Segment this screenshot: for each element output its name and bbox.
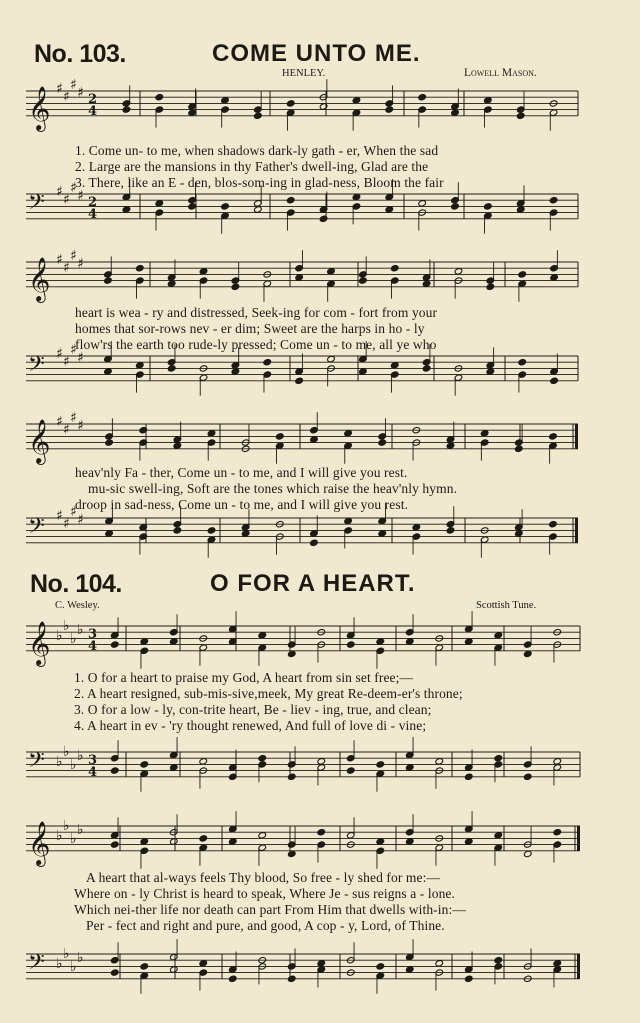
note-head (287, 975, 296, 982)
treble-clef: 𝄞 (28, 256, 51, 301)
note-head (418, 200, 427, 207)
note-head (346, 767, 355, 774)
flat-sign: ♭ (63, 744, 70, 760)
note-head (140, 838, 149, 845)
note-head (199, 758, 208, 765)
note-head (550, 377, 559, 384)
note-head (405, 764, 414, 771)
note-head (140, 761, 149, 768)
note-head (518, 271, 527, 278)
sharp-sign: ♯ (70, 410, 77, 426)
note-head (136, 362, 145, 369)
note-head (110, 969, 119, 976)
note-head (344, 517, 353, 524)
note-head (231, 283, 240, 290)
flat-sign: ♭ (56, 956, 63, 972)
note-head (390, 362, 399, 369)
sharp-sign: ♯ (70, 180, 77, 196)
note-head (254, 206, 263, 213)
note-head (494, 957, 503, 964)
verse-line: heav'nly Fa - ther, Come un - to me, and I will give you rest. (75, 465, 408, 480)
note-head (167, 280, 176, 287)
note-head (516, 206, 525, 213)
note-head (169, 838, 178, 845)
hymn-number: No. 103. (34, 40, 126, 68)
note-head (412, 524, 421, 531)
note-head (258, 755, 267, 762)
verse-line: 3. There, like an E - den, blos-som-ing in glad-ness, Bloom the fair (75, 175, 444, 190)
verse-line: 2. A heart resigned, sub-mis-sive,meek, My great Re-deem-er's throne; (74, 686, 463, 701)
flat-sign: ♭ (70, 831, 77, 847)
sharp-sign: ♯ (56, 346, 63, 362)
note-head (263, 359, 272, 366)
flat-sign: ♭ (77, 622, 84, 638)
note-head (110, 767, 119, 774)
bass-clef: 𝄢 (28, 950, 45, 980)
note-head (140, 963, 149, 970)
sharp-sign: ♯ (56, 184, 63, 200)
note-head (327, 355, 336, 362)
verse-line: 3. O for a low - ly, con-trite heart, Be - liev - ing, true, and clean; (74, 702, 432, 717)
sharp-sign: ♯ (56, 252, 63, 268)
note-head (287, 650, 296, 657)
treble-clef: 𝄞 (28, 418, 51, 463)
note-head (523, 850, 532, 857)
sharp-sign: ♯ (63, 422, 70, 438)
note-head (446, 442, 455, 449)
note-head (169, 638, 178, 645)
time-signature: 2 (88, 195, 98, 210)
note-head (464, 838, 473, 845)
note-head (110, 641, 119, 648)
note-head (454, 268, 463, 275)
flat-sign: ♭ (77, 822, 84, 838)
note-head (515, 445, 524, 452)
note-head (494, 832, 503, 839)
note-head (169, 966, 178, 973)
note-head (228, 975, 237, 982)
note-head (376, 963, 385, 970)
note-head (169, 764, 178, 771)
note-head (523, 650, 532, 657)
note-head (327, 268, 336, 275)
note-head (451, 203, 460, 210)
note-head (435, 758, 444, 765)
sharp-sign: ♯ (70, 77, 77, 93)
note-head (286, 197, 295, 204)
note-head (207, 430, 216, 437)
note-head (464, 638, 473, 645)
verse-line: 2. Large are the mansions in thy Father's dwell-ing, Glad are the (75, 159, 429, 174)
note-head (486, 368, 495, 375)
note-head (378, 439, 387, 446)
music-credit: Lowell Mason. (464, 67, 537, 79)
note-head (287, 850, 296, 857)
sharp-sign: ♯ (70, 248, 77, 264)
flat-sign: ♭ (56, 828, 63, 844)
note-head (221, 203, 230, 210)
verse-line: Where on - ly Christ is heard to speak, Where Je - sus reigns a - lone. (74, 886, 455, 901)
note-head (276, 433, 285, 440)
bass-clef: 𝄢 (28, 190, 45, 220)
time-signature: 4 (88, 639, 98, 654)
bass-clef: 𝄢 (28, 748, 45, 778)
note-head (167, 365, 176, 372)
note-head (376, 838, 385, 845)
note-head (110, 841, 119, 848)
note-head (549, 197, 558, 204)
note-head (136, 265, 145, 272)
note-head (286, 100, 295, 107)
note-head (390, 265, 399, 272)
note-head (122, 206, 131, 213)
note-head (258, 632, 267, 639)
note-head (104, 277, 113, 284)
note-head (188, 109, 197, 116)
note-head (352, 193, 361, 200)
flat-sign: ♭ (63, 946, 70, 962)
note-head (518, 359, 527, 366)
note-head (553, 960, 562, 967)
time-signature: 3 (88, 753, 98, 768)
note-head (310, 539, 319, 546)
sharp-sign: ♯ (63, 260, 70, 276)
note-head (295, 377, 304, 384)
note-head (319, 215, 328, 222)
sharp-sign: ♯ (77, 256, 84, 272)
flat-sign: ♭ (77, 950, 84, 966)
note-head (422, 365, 431, 372)
note-head (228, 773, 237, 780)
sharp-sign: ♯ (70, 504, 77, 520)
flat-sign: ♭ (70, 959, 77, 975)
note-head (422, 280, 431, 287)
note-head (376, 761, 385, 768)
note-head (359, 368, 368, 375)
verse-line: Per - fect and right and pure, and good, A cop - y, Lord, of Thine. (86, 918, 445, 933)
flat-sign: ♭ (70, 631, 77, 647)
time-signature: 2 (88, 92, 98, 107)
note-head (231, 368, 240, 375)
note-head (464, 975, 473, 982)
verse-line: A heart that al-ways feels Thy blood, So free - ly shed for me:— (86, 870, 441, 885)
note-head (515, 530, 524, 537)
note-head (155, 200, 164, 207)
note-head (105, 530, 114, 537)
verse-line: mu-sic swell-ing, Soft are the tones which raise the heav'nly hymn. (88, 481, 458, 496)
time-signature: 4 (88, 765, 98, 780)
flat-sign: ♭ (70, 757, 77, 773)
note-head (523, 773, 532, 780)
sharp-sign: ♯ (70, 342, 77, 358)
treble-clef: 𝄞 (28, 820, 51, 865)
note-head (344, 430, 353, 437)
sharp-sign: ♯ (77, 350, 84, 366)
note-head (295, 274, 304, 281)
note-head (228, 838, 237, 845)
note-head (173, 527, 182, 534)
note-head (405, 638, 414, 645)
sharp-sign: ♯ (77, 85, 84, 101)
note-head (104, 368, 113, 375)
note-head (464, 773, 473, 780)
note-head (188, 203, 197, 210)
verse-line: homes that sor-rows nev - er dim; Sweet are the harps in ho - ly (75, 321, 425, 336)
words-credit: C. Wesley. (55, 600, 100, 611)
sharp-sign: ♯ (77, 188, 84, 204)
sharp-sign: ♯ (56, 414, 63, 430)
note-head (140, 638, 149, 645)
words-credit: HENLEY. (282, 68, 326, 79)
sharp-sign: ♯ (56, 508, 63, 524)
note-head (446, 527, 455, 534)
note-head (480, 430, 489, 437)
treble-clef: 𝄞 (28, 85, 51, 130)
bass-clef: 𝄢 (28, 514, 45, 544)
verse-line: droop in sad-ness, Come un - to me, and I will give you rest. (75, 497, 409, 512)
note-head (199, 268, 208, 275)
note-head (155, 94, 164, 101)
note-head (553, 829, 562, 836)
note-head (173, 442, 182, 449)
flat-sign: ♭ (56, 754, 63, 770)
flat-sign: ♭ (56, 628, 63, 644)
sharp-sign: ♯ (56, 81, 63, 97)
note-head (254, 112, 263, 119)
music-credit: Scottish Tune. (476, 600, 537, 611)
note-head (352, 97, 361, 104)
note-head (418, 94, 427, 101)
note-head (376, 638, 385, 645)
note-head (553, 758, 562, 765)
note-head (494, 632, 503, 639)
note-head (549, 433, 558, 440)
note-head (435, 960, 444, 967)
time-signature: 3 (88, 627, 98, 642)
hymn-title: O FOR A HEART. (210, 570, 416, 597)
note-head (310, 436, 319, 443)
flat-sign: ♭ (63, 618, 70, 634)
sharp-sign: ♯ (77, 512, 84, 528)
note-head (105, 439, 114, 446)
note-head (405, 838, 414, 845)
flat-sign: ♭ (77, 748, 84, 764)
time-signature: 4 (88, 207, 98, 222)
note-head (484, 97, 493, 104)
bass-clef: 𝄢 (28, 352, 45, 382)
note-head (199, 835, 208, 842)
verse-line: heart is wea - ry and distressed, Seek-ing for com - fort from your (75, 305, 438, 320)
note-head (385, 206, 394, 213)
hymn-number: No. 104. (30, 570, 122, 598)
note-head (199, 960, 208, 967)
note-head (317, 758, 326, 765)
note-head (359, 277, 368, 284)
note-head (385, 106, 394, 113)
flat-sign: ♭ (63, 818, 70, 834)
note-head (549, 521, 558, 528)
note-head (317, 960, 326, 967)
verse-line: 1. O for a heart to praise my God, A heart from sin set free;— (74, 670, 414, 685)
sharp-sign: ♯ (63, 516, 70, 532)
verse-line: flow'rs the earth too rude-ly pressed; Come un - to me, all ye who (75, 337, 437, 352)
note-head (486, 283, 495, 290)
sharp-sign: ♯ (63, 354, 70, 370)
sharp-sign: ♯ (63, 89, 70, 105)
note-head (122, 106, 131, 113)
verse-line: Which nei-ther life nor death can part From Him that dwells with-in:— (74, 902, 466, 917)
sharp-sign: ♯ (77, 418, 84, 434)
note-head (241, 530, 250, 537)
verse-line: 4. A heart in ev - 'ry thought renewed, And full of love di - vine; (74, 718, 427, 733)
note-head (484, 203, 493, 210)
note-head (405, 966, 414, 973)
note-head (317, 829, 326, 836)
verse-line: 1. Come un- to me, when shadows dark-ly gath - er, When the sad (75, 143, 439, 158)
note-head (221, 97, 230, 104)
treble-clef: 𝄞 (28, 620, 51, 665)
hymn-title: COME UNTO ME. (212, 40, 421, 67)
note-head (516, 112, 525, 119)
note-head (287, 773, 296, 780)
note-head (378, 530, 387, 537)
note-head (451, 109, 460, 116)
note-head (346, 641, 355, 648)
note-head (207, 527, 216, 534)
note-head (319, 103, 328, 110)
note-head (258, 832, 267, 839)
note-head (550, 274, 559, 281)
sharp-sign: ♯ (63, 192, 70, 208)
note-head (494, 755, 503, 762)
time-signature: 4 (88, 104, 98, 119)
